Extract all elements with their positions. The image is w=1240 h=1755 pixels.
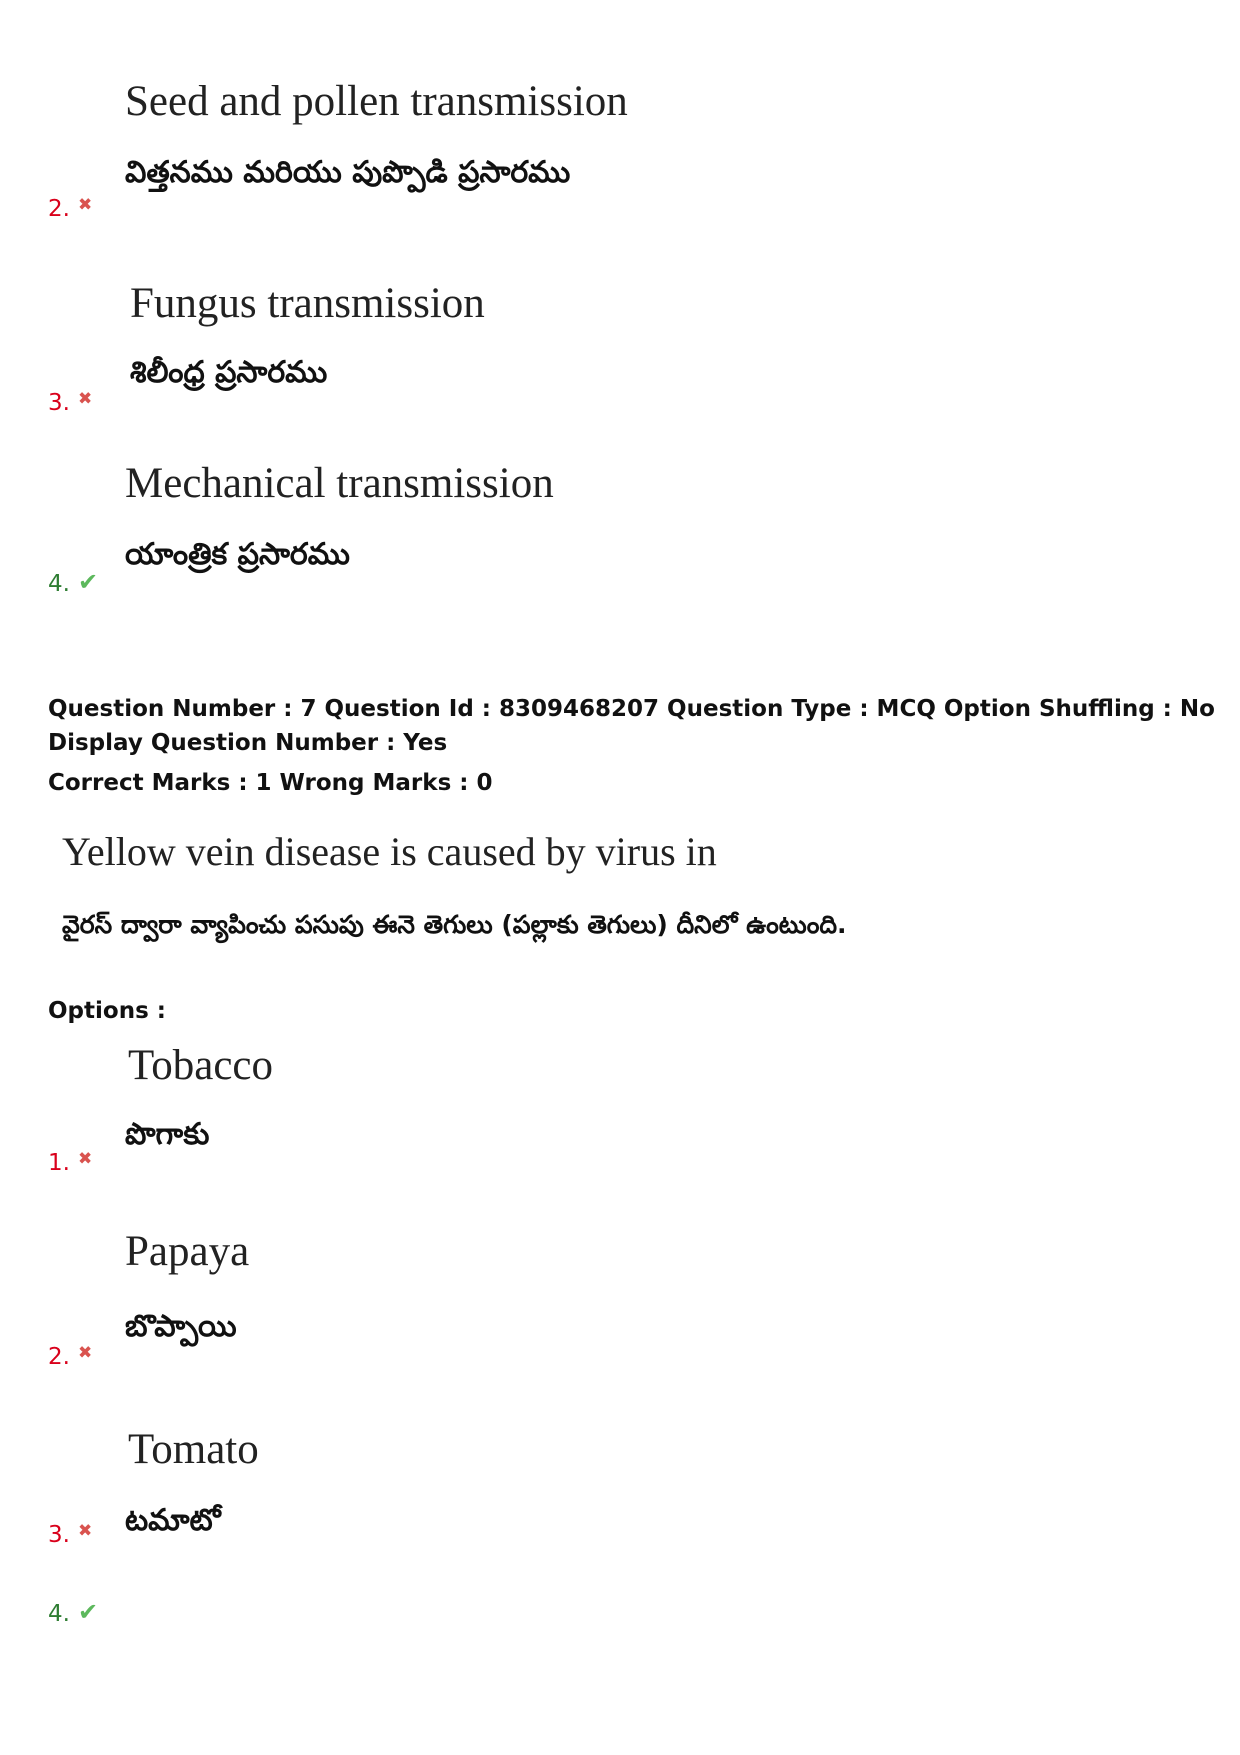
option-number [48, 1343, 93, 1370]
option-number [48, 1521, 93, 1548]
option-english-text: Papaya [125, 1228, 250, 1275]
option-english-text: Tomato [128, 1426, 259, 1473]
option-number-label: 2. [48, 196, 70, 222]
option-number [48, 195, 93, 222]
option-telugu-text: పొగాకు [125, 1117, 210, 1152]
question-text-telugu: వైరస్ ద్వారా వ్యాపించు పసుపు ఈనె తెగులు (పల్లాకు తెగులు) దీనిలో ఉంటుంది. [62, 910, 847, 939]
option-number [48, 1149, 93, 1176]
option-english-text: Seed and pollen transmission [125, 78, 628, 125]
options-label: Options : [48, 998, 166, 1024]
cross-icon: ✖ [77, 195, 93, 215]
question-text-english: Yellow vein disease is caused by virus in [62, 829, 717, 874]
option-number-label: 4. [48, 1600, 70, 1627]
option-number-label: 2. [48, 1344, 70, 1370]
question-meta-line-2: Display Question Number : Yes [48, 730, 448, 756]
option-english-text: Fungus transmission [130, 280, 485, 327]
option-telugu-text: విత్తనము మరియు పుప్పొడి ప్రసారము [125, 155, 571, 190]
check-icon: ✔ [77, 1598, 99, 1626]
option-number-label: 3. [48, 390, 70, 416]
option-number [48, 1598, 99, 1627]
option-number [48, 389, 93, 416]
cross-icon: ✖ [77, 1149, 93, 1169]
check-icon: ✔ [77, 568, 99, 596]
option-number-label: 3. [48, 1522, 70, 1548]
option-number-label: 1. [48, 1150, 70, 1176]
cross-icon: ✖ [77, 389, 93, 409]
option-english-text: Tobacco [128, 1042, 274, 1089]
option-number-label: 4. [48, 570, 70, 597]
option-telugu-text: బొప్పాయి [125, 1309, 237, 1344]
cross-icon: ✖ [77, 1521, 93, 1541]
option-number [48, 568, 99, 597]
question-meta-line-1: Question Number : 7 Question Id : 8309468207 Question Type : MCQ Option Shuffling : No [48, 696, 1215, 722]
cross-icon: ✖ [77, 1343, 93, 1363]
option-telugu-text: శిలీంధ్ర ప్రసారము [130, 355, 328, 390]
question-marks: Correct Marks : 1 Wrong Marks : 0 [48, 770, 493, 796]
option-english-text: Mechanical transmission [125, 460, 554, 507]
option-telugu-text: యాంత్రిక ప్రసారము [125, 537, 350, 572]
option-telugu-text: టమాటో [125, 1503, 221, 1538]
